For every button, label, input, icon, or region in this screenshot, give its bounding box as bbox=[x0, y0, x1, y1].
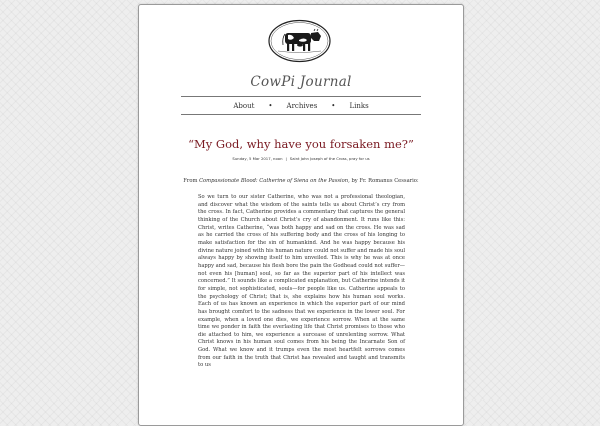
source-author: by Fr. Romanus Cessario: bbox=[351, 178, 419, 184]
nav-separator: • bbox=[331, 101, 336, 110]
blockquote-text: So we turn to our sister Catherine, who was not a professional theologian, and discover what the wisdom of the saints tells us about Christ’s cry from the cross. In fact, Catherine provides a commentary that captures the general thinking of the Church about Christ’s cry of abandonment. It runs like this: Christ, writes Catherine, “was both happy and sad on the cross. He was sad as he carried the cross of his suffering body and the cross of his longing to make satisfaction for the sin of humankind. And he was happy because his divine nature joined with his human nature could not suffer and made his soul always happy by showing itself to him unveiled. This is why he was at once happy and sad, because his flesh bore the pain the Godhead could not suffer—not even his [human] soul, so far as the superior part of his intellect was concerned.” It sounds like a complicated explanation, but Catherine intends it for simple, not sophisticated, souls—for people like us. Catherine appeals to the psychology of Christ; that is, she explains how his human soul works. Each of us has known an experience in which the superior part of our mind has brought comfort to the sadness that we experience in the lower soul. For example, when a loved one dies, we experience sorrow. When at the same time we ponder in faith the everlasting life that Christ promises to those who die attached to him, we experience a surcease of unrelenting sorrow. What Christ knows in his human soul comes from his being the Incarnate Son of God. What we know and it trumps even the most heartfelt sorrows comes from our faith in the truth that Christ has revealed and taught and transmits to us bbox=[198, 194, 405, 369]
main-nav bbox=[181, 96, 421, 115]
page-container bbox=[138, 4, 464, 426]
site-title[interactable]: CowPi Journal bbox=[250, 74, 352, 90]
from-prefix: From bbox=[183, 178, 198, 184]
post-meta bbox=[139, 156, 463, 161]
source-title: Compassionate Blood: Catherine of Siena on the Passion, bbox=[199, 178, 350, 184]
nav-links[interactable]: Links bbox=[349, 101, 369, 110]
source-line bbox=[139, 178, 463, 184]
post-date[interactable]: Sunday, 5 Mar 2017, noon bbox=[232, 156, 283, 161]
post-dedication: Saint John Joseph of the Cross, pray for us bbox=[289, 156, 370, 161]
nav-about[interactable]: About bbox=[233, 101, 255, 110]
nav-archives[interactable]: Archives bbox=[286, 101, 318, 110]
post-title[interactable]: “My God, why have you forsaken me?” bbox=[188, 137, 414, 151]
meta-separator: | bbox=[285, 156, 287, 161]
cow-logo[interactable] bbox=[268, 19, 331, 63]
nav-separator: • bbox=[268, 101, 273, 110]
